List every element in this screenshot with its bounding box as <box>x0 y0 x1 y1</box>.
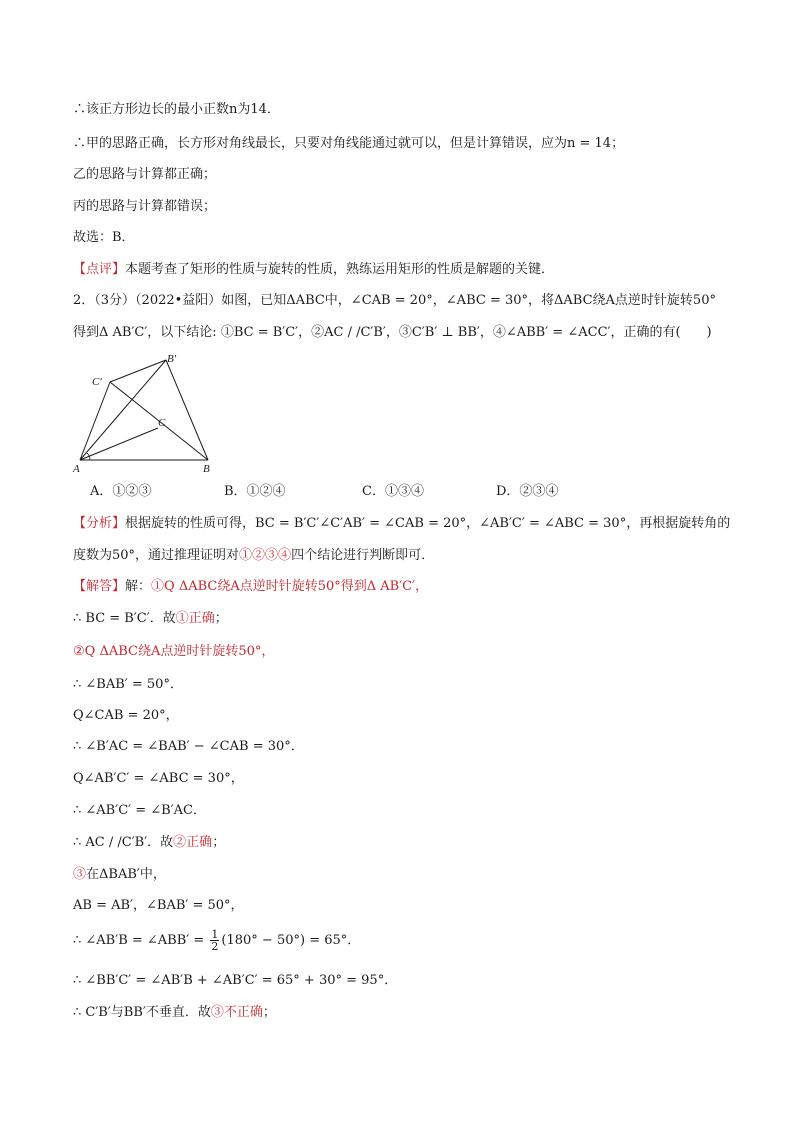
segment-c1b1 <box>110 360 166 382</box>
analysis-tag: 【分析】 <box>73 516 126 531</box>
solution-prefix: 解： <box>125 579 152 594</box>
solution-12-pre: ∴ ∠AB′B = ∠ABB′ = <box>73 933 205 948</box>
solution-14-pre: ∴ C′B′与BB′不垂直．故 <box>73 1005 211 1020</box>
bing-analysis-line: 丙的思路与计算都错误； <box>73 199 217 214</box>
solution-line-2 <box>73 610 228 628</box>
jia-analysis-line: ∴甲的思路正确，长方形对角线最长，只要对角线能通过就可以，但是计算错误，应为n = 14； <box>73 136 625 151</box>
solution-9-post: ； <box>212 835 226 850</box>
solution-12-post: (180° − 50°) = 65°． <box>221 933 361 948</box>
solution-14-post: ； <box>262 1005 276 1020</box>
analysis-conclusions: ①②③④ <box>239 548 292 563</box>
solution-2-post: ； <box>214 611 228 626</box>
solution-10-mark: ③ <box>73 867 87 882</box>
comment-tag: 【点评】 <box>73 262 126 277</box>
vertex-label-c: C <box>158 417 166 429</box>
analysis-line-2 <box>73 547 434 565</box>
solution-9-mark: ②正确 <box>173 835 213 850</box>
fraction-numerator: 1 <box>211 928 219 941</box>
choice-b: B．①②④ <box>224 484 286 499</box>
vertex-label-a: A <box>73 463 80 475</box>
solution-line-14 <box>73 1004 276 1022</box>
solution-2-pre: ∴ BC = B′C′．故 <box>73 611 176 626</box>
solution-line-10 <box>73 866 166 884</box>
analysis-text-pre: 度数为50°，通过推理证明对 <box>73 548 240 563</box>
answer-line: 故选：B． <box>73 230 135 245</box>
solution-2-mark: ①正确 <box>175 611 215 626</box>
geometry-figure <box>70 350 230 475</box>
solution-line-11: AB = AB′，∠BAB′ = 50°， <box>73 898 244 913</box>
fraction-one-half <box>210 929 219 952</box>
solution-line-1 <box>73 578 428 596</box>
solution-line-7: Q∠AB′C′ = ∠ABC = 30°， <box>73 771 244 786</box>
solution-line-9 <box>73 834 225 852</box>
choice-c: C．①③④ <box>362 484 424 499</box>
question-line-2: 得到Δ AB′C′，以下结论: ①BC = B′C′，②AC / /C′B′，③C′B′ ⊥ BB′，④∠ABB′ = ∠ACC′，正确的有( ) <box>73 325 712 340</box>
segment-ab1 <box>80 360 166 460</box>
conclusion-line: ∴该正方形边长的最小正数n为14． <box>73 102 280 117</box>
solution-9-pre: ∴ AC / /C′B′．故 <box>73 835 174 850</box>
vertex-label-c-prime: C′ <box>92 376 102 388</box>
comment-text: 本题考查了矩形的性质与旋转的性质，熟练运用矩形的性质是解题的关键． <box>125 262 555 277</box>
analysis-text-post: 四个结论进行判断即可． <box>291 548 435 563</box>
solution-10-text: 在ΔBAB′中， <box>86 867 166 882</box>
choice-a: A．①②③ <box>90 484 152 499</box>
solution-line-6: ∴ ∠B′AC = ∠BAB′ − ∠CAB = 30°． <box>73 739 304 754</box>
segment-ac1 <box>80 382 110 460</box>
yi-analysis-line: 乙的思路与计算都正确； <box>73 167 217 182</box>
solution-line-13: ∴ ∠BB′C′ = ∠AB′B + ∠AB′C′ = 65° + 30° = 95°． <box>73 973 398 988</box>
fraction-denominator: 2 <box>211 940 219 953</box>
solution-line-3: ②Q ΔABC绕A点逆时针旋转50°， <box>73 644 275 659</box>
solution-14-mark: ③不正确 <box>210 1005 263 1020</box>
question-line-1: 2．（3分）（2022•益阳）如图，已知ΔABC中，∠CAB = 20°，∠ABC = 30°，将ΔABC绕A点逆时针旋转50° <box>73 293 716 308</box>
solution-line-5: Q∠CAB = 20°， <box>73 708 179 723</box>
solution-line-8: ∴ ∠AB′C′ = ∠B′AC． <box>73 803 206 818</box>
analysis-text: 根据旋转的性质可得，BC = B′C′∠C′AB′ = ∠CAB = 20°，∠AB′C′ = ∠ABC = 30°，再根据旋转角的 <box>125 516 731 531</box>
segment-b1b <box>166 360 208 460</box>
vertex-label-b: B <box>203 463 210 475</box>
solution-line-12 <box>73 928 360 954</box>
solution-text: ①Q ΔABC绕A点逆时针旋转50°得到Δ AB′C′， <box>151 579 429 594</box>
segment-ac <box>80 428 158 460</box>
vertex-label-b-prime: B′ <box>167 353 177 365</box>
comment-line <box>73 261 554 279</box>
choice-d: D．②③④ <box>496 484 559 499</box>
solution-line-4: ∴ ∠BAB′ = 50°． <box>73 677 183 692</box>
analysis-line-1 <box>73 515 730 533</box>
solution-tag: 【解答】 <box>73 579 126 594</box>
